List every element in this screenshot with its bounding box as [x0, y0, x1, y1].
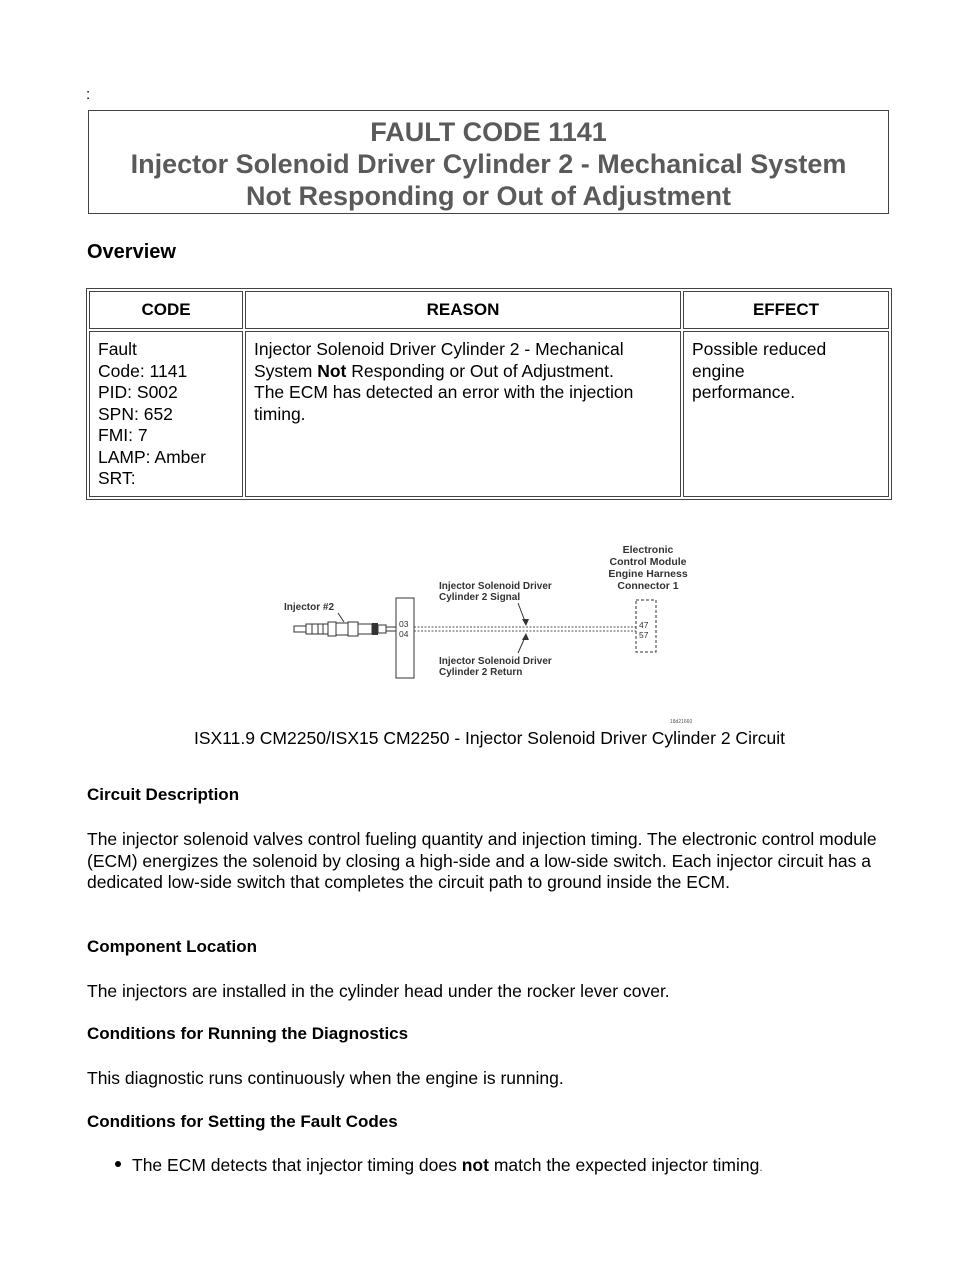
component-location-text: The injectors are installed in the cylinder head under the rocker lever cover. [87, 981, 670, 1001]
pin-label-47: 47 [639, 620, 649, 630]
code-line: Code: 1141 [98, 360, 188, 381]
bullet-text: The ECM detects that injector timing does [132, 1155, 462, 1175]
circuit-description-heading: Circuit Description [87, 785, 240, 804]
fault-code-title-box [88, 110, 889, 214]
code-line: LAMP: Amber [98, 446, 206, 467]
injector-leader-line [338, 613, 344, 622]
overview-table [86, 288, 892, 500]
effect-line: engine [692, 360, 745, 381]
pin-label-04: 04 [399, 629, 409, 639]
injector-circuit-diagram [278, 540, 708, 725]
bullet-icon [115, 1161, 121, 1167]
return-label: Injector Solenoid Driver [439, 656, 552, 667]
circuit-description-text: The injector solenoid valves control fueling quantity and injection timing. The electronic control module (ECM) energizes the solenoid by closing a high-side and a low-side switch. Each injector circuit has a dedicated low-side switch that completes the circuit path to ground inside the ECM. [87, 829, 877, 892]
fault-code-title: FAULT CODE 1141 [370, 117, 607, 147]
reason-cell [245, 331, 681, 497]
list-item [115, 1155, 763, 1176]
fault-code-subtitle-line1: Injector Solenoid Driver Cylinder 2 - Mechanical System [130, 149, 847, 179]
code-line: SPN: 652 [98, 403, 173, 424]
signal-arrow-icon [522, 619, 529, 626]
column-header-effect: EFFECT [683, 291, 889, 329]
ecm-label: Electronic [622, 544, 674, 556]
bullet-period: . [759, 1160, 763, 1174]
return-label: Cylinder 2 Return [439, 667, 523, 678]
overview-heading: Overview [87, 241, 176, 263]
diagram-caption: ISX11.9 CM2250/ISX15 CM2250 - Injector Solenoid Driver Cylinder 2 Circuit [193, 728, 786, 748]
code-line: SRT: [98, 468, 136, 488]
code-line: Fault [98, 339, 137, 359]
signal-label: Injector Solenoid Driver [439, 581, 552, 592]
bullet-bold-not: not [461, 1155, 489, 1175]
ecm-label: Engine Harness [608, 568, 688, 580]
signal-label: Cylinder 2 Signal [439, 592, 521, 603]
overview-table-header-row [89, 291, 889, 329]
pin-label-57: 57 [639, 630, 649, 640]
table-row [89, 331, 889, 497]
code-line: FMI: 7 [98, 425, 148, 445]
page-colon: : [86, 86, 91, 103]
fault-code-subtitle-line2: Not Responding or Out of Adjustment [246, 181, 731, 211]
reason-text: System [254, 360, 318, 381]
bullet-text: match the expected injector timing [488, 1155, 760, 1175]
reason-line: The ECM has detected an error with the injection [254, 382, 634, 402]
ecm-label: Connector 1 [617, 580, 679, 592]
conditions-running-heading: Conditions for Running the Diagnostics [87, 1024, 409, 1043]
effect-line: Possible reduced [692, 339, 827, 359]
effect-cell [683, 331, 889, 497]
injector-label: Injector #2 [284, 602, 335, 613]
reason-bold-not: Not [317, 360, 347, 381]
code-line: PID: S002 [98, 382, 178, 402]
pin-label-03: 03 [399, 619, 409, 629]
conditions-running-text: This diagnostic runs continuously when the engine is running. [87, 1068, 564, 1088]
reason-line: timing. [254, 403, 306, 424]
column-header-reason: REASON [245, 291, 681, 329]
figure-id: 18d21660 [670, 719, 693, 725]
return-arrow-icon [522, 633, 529, 640]
component-location-heading: Component Location [87, 937, 257, 956]
effect-line: performance. [692, 382, 796, 402]
reason-line: Injector Solenoid Driver Cylinder 2 - Mechanical [254, 339, 624, 359]
conditions-setting-heading: Conditions for Setting the Fault Codes [87, 1112, 398, 1131]
ecm-label: Control Module [609, 556, 687, 568]
reason-text: Responding or Out of Adjustment. [346, 360, 614, 381]
reason-line [254, 361, 672, 383]
column-header-code: CODE [89, 291, 243, 329]
code-cell [89, 331, 243, 497]
injector-icon [294, 622, 386, 636]
